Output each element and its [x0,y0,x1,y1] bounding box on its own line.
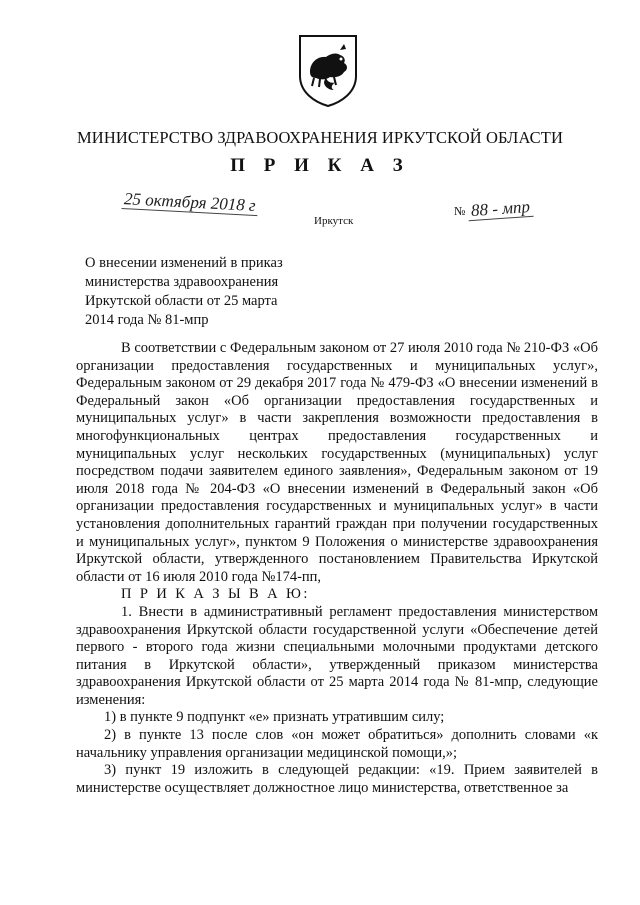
order-number [454,196,533,221]
subitem-3: 3) пункт 19 изложить в следующей редакции: «19. Прием заявителей в министерстве осуществляет должностное лицо министерства, ответственное за [76,762,598,796]
ministry-name: МИНИСТЕРСТВО ЗДРАВООХРАНЕНИЯ ИРКУТСКОЙ ОБЛАСТИ [77,128,563,147]
item-1-paragraph: 1. Внести в административный регламент предоставления министерством здравоохранения Иркутской области государственной услуги «Обеспечение детей первого - второго года жизни специальными молочными продуктами детского питания в Иркутской области», утвержденный приказом министерства здравоохранения Иркутской области от 25 марта 2014 года № 81-мпр, следующие изменения: [76,603,598,708]
city-name: Иркутск [314,215,354,227]
prikazyvayu-heading: П Р И К А З Ы В А Ю: [121,586,310,603]
subject-line: Иркутской области от 25 марта [85,293,278,309]
number-sign: № [454,204,466,218]
handwritten-number: 88 - мпр [468,198,534,221]
handwritten-date: 25 октября 2018 г [122,190,259,216]
order-subject [85,254,385,330]
order-body [76,340,598,797]
subitem-1: 1) в пункте 9 подпункт «е» признать утратившим силу; [104,709,445,726]
preamble-paragraph: В соответствии с Федеральным законом от 27 июля 2010 года № 210-ФЗ «Об организации предоставления государственных и муниципальных услуг», Федеральным законом от 29 декабря 2017 года № 479-ФЗ «О внесении изменений в Федеральный закон «Об организации предоставления государственных и муниципальных услуг» в части закрепления возможности предоставления в многофункциональных центрах предоставления государственных и муниципальных услуг нескольких государственных (муниципальных) услуг посредством подачи заявителем единого заявления», Федеральным законом от 19 июля 2018 года № 204-ФЗ «О внесении изменений в Федеральный закон «Об организации предоставления государственных и муниципальных услуг» в части установления дополнительных гарантий граждан при получении государственных и муниципальных услуг», пунктом 9 Положения о министерстве здравоохранения Иркутской области, утвержденного постановлением Правительства Иркутской области от 16 июля 2010 года №174-пп, [76,340,598,585]
irkutsk-coat-of-arms-icon [296,32,360,108]
subject-line: министерства здравоохранения [85,274,279,290]
subject-line: О внесении изменений в приказ [85,255,283,271]
document-title: П Р И К А З [230,155,410,176]
subitem-2: 2) в пункте 13 после слов «он может обратиться» дополнить словами «к начальнику управления организации медицинской помощи,»; [76,727,598,761]
subject-line: 2014 года № 81-мпр [85,312,209,328]
